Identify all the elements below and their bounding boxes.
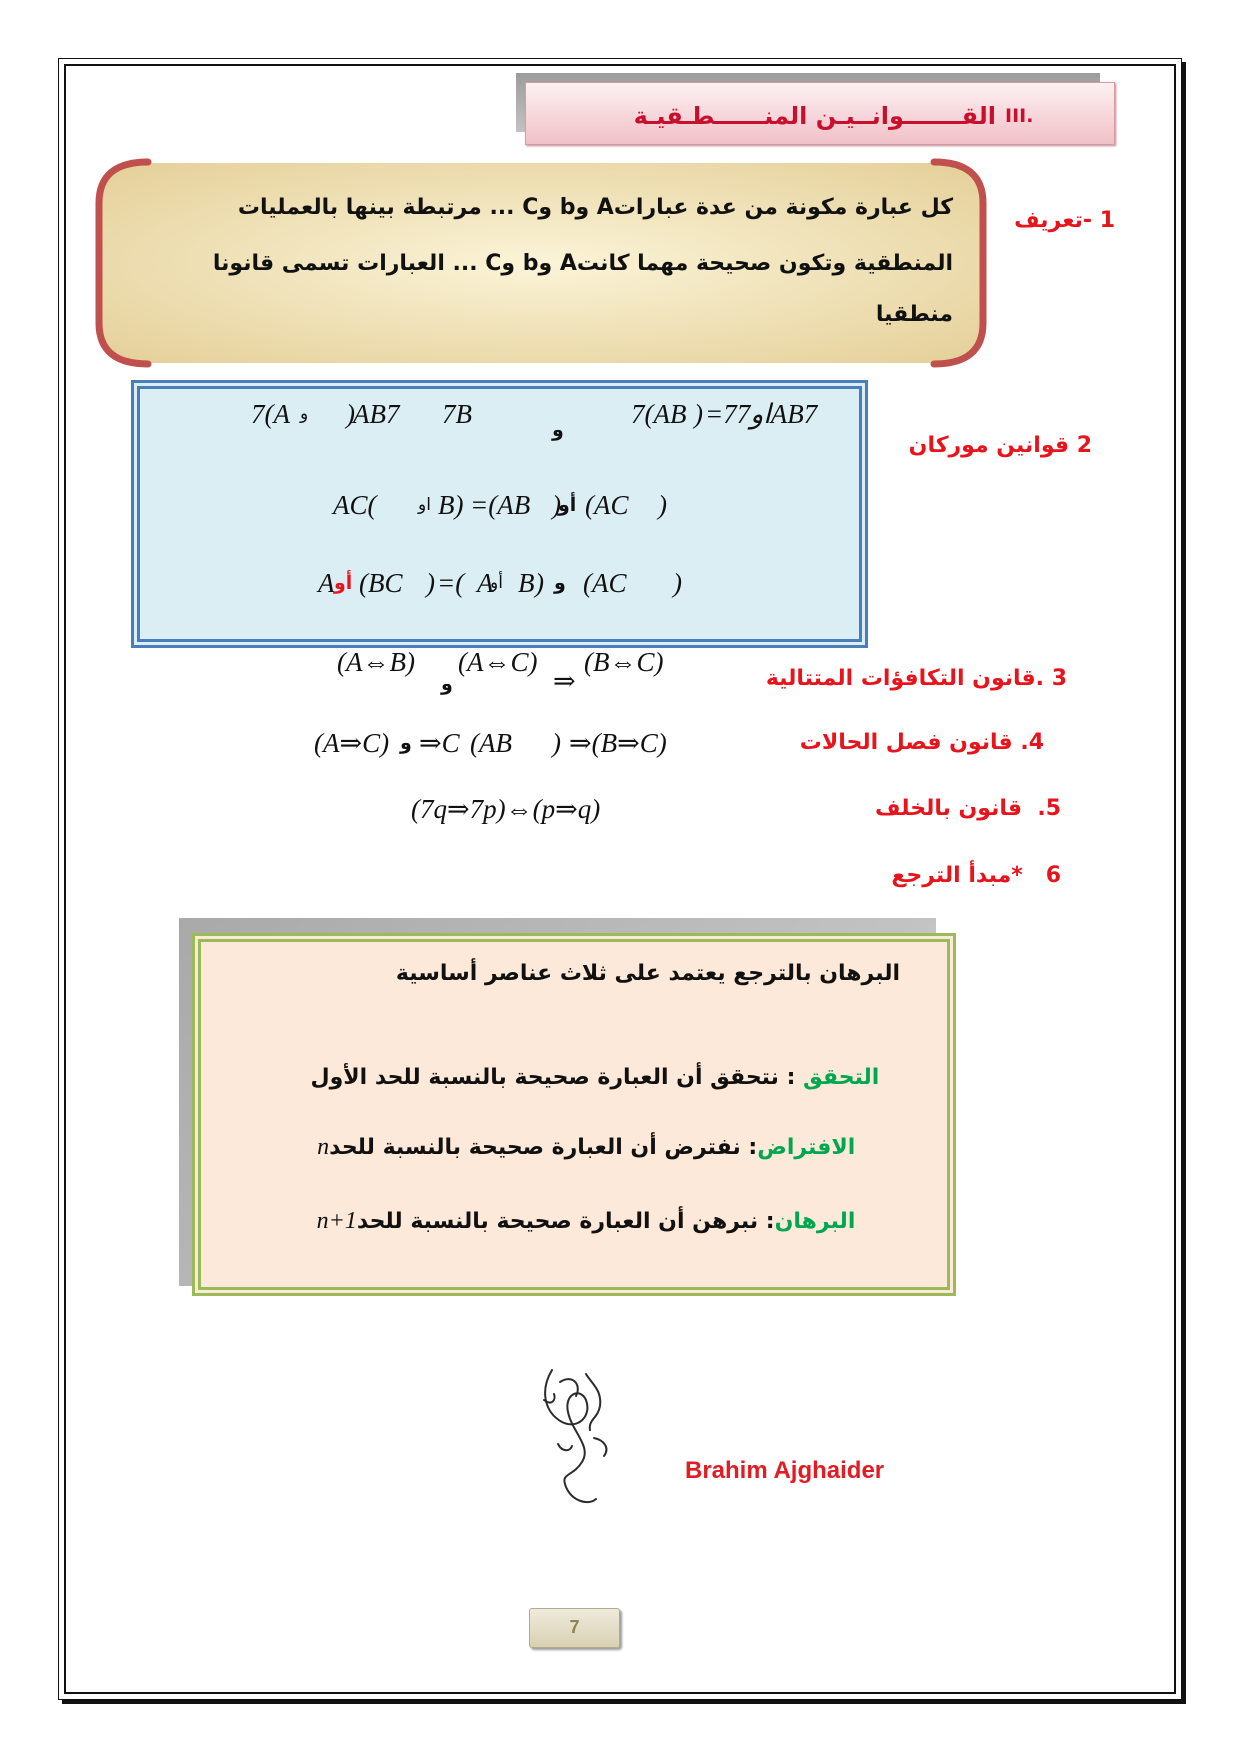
formula-connector: و: [300, 404, 309, 424]
proof-term: البرهان: [774, 1209, 856, 1234]
formula-token: ⇒(B⇒C): [569, 728, 667, 758]
signature-stroke: [586, 1374, 600, 1430]
formula-connector: أو: [490, 573, 503, 593]
formula-token: B): [438, 490, 464, 520]
formula-token: (A⇔B): [337, 647, 415, 677]
verification-text: : نتحقق أن العبارة صحيحة بالنسبة للحد الأول: [310, 1065, 804, 1090]
formula-token: ): [535, 568, 544, 598]
equivalences-label: 3 .قانون التكافؤات المتتالية: [765, 666, 1067, 691]
proof-text: : نبرهن أن العبارة صحيحة بالنسبة للحد: [356, 1209, 775, 1234]
formula-connector-highlight: أو: [334, 572, 353, 594]
definition-line-2: المنطقية وتكون صحيحة مهما كانتA وb وC ... العبارات تسمى قانونا: [212, 251, 953, 276]
title-number: III.: [1005, 105, 1034, 127]
formula-token: =(AB: [470, 490, 531, 520]
formula-token: ): [552, 728, 561, 758]
formula-connector: و: [400, 732, 412, 754]
formula-token: (AC: [583, 568, 627, 598]
formula-token: ): [552, 490, 561, 520]
formula-token: AB7: [353, 399, 400, 429]
author-name: Brahim Ajghaider: [685, 1457, 885, 1484]
hypothesis-variable: n: [317, 1134, 330, 1160]
formula-connector: و: [441, 673, 453, 695]
proof-variable: n+1: [316, 1208, 357, 1234]
formula-connector: و: [554, 572, 566, 594]
formula-token: A: [477, 568, 494, 598]
formula-token: ): [658, 490, 667, 520]
formula-token: AC(: [333, 490, 377, 520]
induction-intro: البرهان بالترجع يعتمد على ثلاث عناصر أساسية: [395, 961, 900, 986]
formula-token: ⇒C: [419, 728, 460, 758]
page-number: 7: [529, 1608, 620, 1648]
formula-token: 7(A: [251, 399, 290, 429]
de-morgan-label: 2 قوانين موركان: [908, 433, 1092, 458]
formula-token: 7(AB: [631, 399, 687, 429]
formula-token: ): [426, 568, 435, 598]
signature-image: [530, 1360, 625, 1510]
formula-token: (B⇔C): [584, 647, 664, 677]
formula-token: ): [673, 568, 682, 598]
definition-line-1: كل عبارة مكونة من عدة عباراتA وb وC ... مرتبطة بينها بالعمليات: [237, 195, 953, 220]
hypothesis-term: الافتراض: [757, 1135, 856, 1160]
formula-token: (BC: [359, 568, 403, 598]
formula-token: 7B: [442, 399, 472, 429]
definition-line-3: منطقيا: [875, 302, 953, 327]
formula-token: A: [318, 568, 335, 598]
formula-connector: أو: [558, 494, 577, 516]
hypothesis-text: : نفترض أن العبارة صحيحة بالنسبة للحد: [329, 1135, 758, 1160]
signature-stroke: [594, 1438, 606, 1456]
induction-label: 6 *مبدأ الترجع: [891, 863, 1061, 888]
formula-token: (A⇔C): [458, 647, 538, 677]
definition-label: 1 -تعريف: [1014, 208, 1115, 233]
induction-proof: [240, 1176, 886, 1267]
formula-token: ): [694, 399, 703, 429]
implies-symbol: ⇒: [553, 666, 576, 696]
formula-token: (AB: [470, 728, 512, 758]
formula-token: (A⇒C): [314, 728, 390, 758]
formula-connector: و: [552, 419, 564, 441]
formula-token: (AC: [585, 490, 629, 520]
formula-token: B: [518, 568, 535, 598]
contrapositive-label: 5. قانون بالخلف: [875, 796, 1061, 821]
formula-token: =(: [437, 568, 465, 598]
cases-label: 4. قانون فصل الحالات: [799, 730, 1044, 755]
page-title: القـــــــوانــيـن المنــــــطـقيـة: [633, 102, 996, 130]
signature-stroke: [558, 1444, 572, 1450]
verification-term: التحقق: [803, 1065, 880, 1090]
contrapositive-formula: (7q⇒7p)⇔(p⇒q): [411, 794, 601, 824]
formula-token: ): [346, 399, 355, 429]
formula-connector: او: [418, 495, 431, 515]
signature-stroke: [545, 1370, 596, 1502]
formula-token: =7او7AB7: [705, 399, 818, 429]
